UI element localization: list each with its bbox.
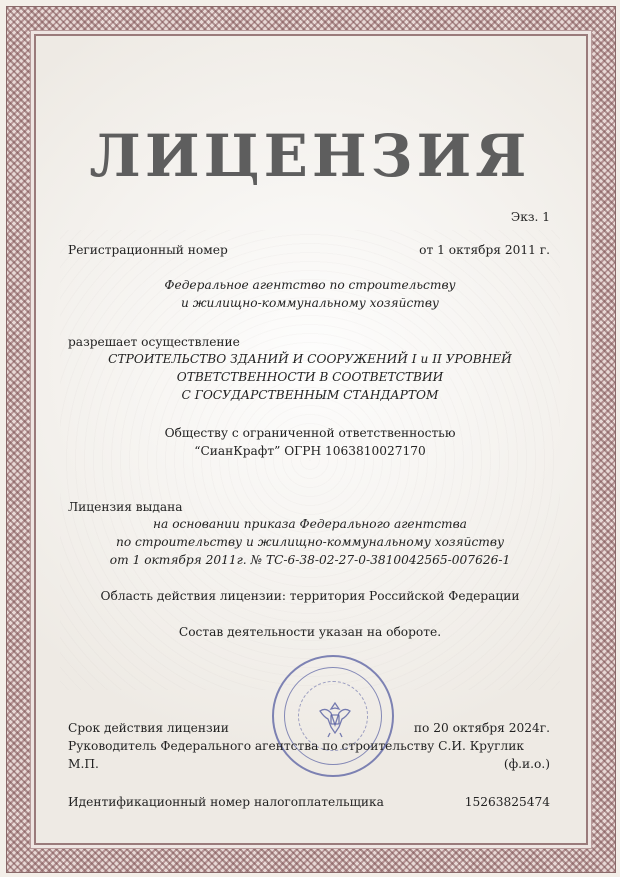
registration-label: Регистрационный номер bbox=[68, 243, 228, 257]
validity-date: по 20 октября 2024г. bbox=[413, 721, 550, 735]
eagle-emblem-icon bbox=[312, 695, 358, 741]
activity-line-3: С ГОСУДАРСТВЕННЫМ СТАНДАРТОМ bbox=[181, 388, 439, 402]
scope: Область действия лицензии: территория Российской Федерации bbox=[100, 589, 520, 603]
issued-line-3: от 1 октября 2011г. № ТС-6-38-02-27-0-3810042565-007626-1 bbox=[109, 553, 511, 567]
agency-head: Руководитель Федерального агентства по строительству С.И. Круглик bbox=[68, 739, 525, 753]
tax-id-value: 15263825474 bbox=[464, 795, 550, 809]
composition-note: Состав деятельности указан на обороте. bbox=[178, 625, 442, 639]
issued-line-2: по строительству и жилищно-коммунальному хозяйству bbox=[115, 535, 505, 549]
activity-line-2: ОТВЕТСТВЕННОСТИ В СООТВЕТСТВИИ bbox=[176, 370, 444, 384]
company-line-1: Обществу с ограниченной ответственностью bbox=[164, 426, 456, 440]
validity-label: Срок действия лицензии bbox=[68, 721, 229, 735]
agency-line-1: Федеральное агентство по строительству bbox=[164, 278, 456, 292]
permits-label: разрешает осуществление bbox=[68, 335, 240, 349]
company-line-2: “СианКрафт” ОГРН 1063810027170 bbox=[194, 444, 426, 458]
issued-line-1: на основании приказа Федерального агентства bbox=[153, 517, 467, 531]
official-seal bbox=[272, 655, 394, 777]
tax-id-label: Идентификационный номер налогоплательщика bbox=[68, 795, 384, 809]
agency-line-2: и жилищно-коммунальному хозяйству bbox=[180, 296, 440, 310]
registration-date: от 1 октября 2011 г. bbox=[419, 243, 550, 257]
fio-label: (ф.и.о.) bbox=[503, 757, 550, 771]
copy-number: Экз. 1 bbox=[510, 210, 550, 224]
document-title: ЛИЦЕНЗИЯ bbox=[89, 122, 531, 190]
activity-line-1: СТРОИТЕЛЬСТВО ЗДАНИЙ И СООРУЖЕНИЙ I и II УРОВНЕЙ bbox=[108, 352, 512, 366]
issued-label: Лицензия выдана bbox=[68, 500, 183, 514]
stamp-place-label: М.П. bbox=[68, 757, 99, 771]
